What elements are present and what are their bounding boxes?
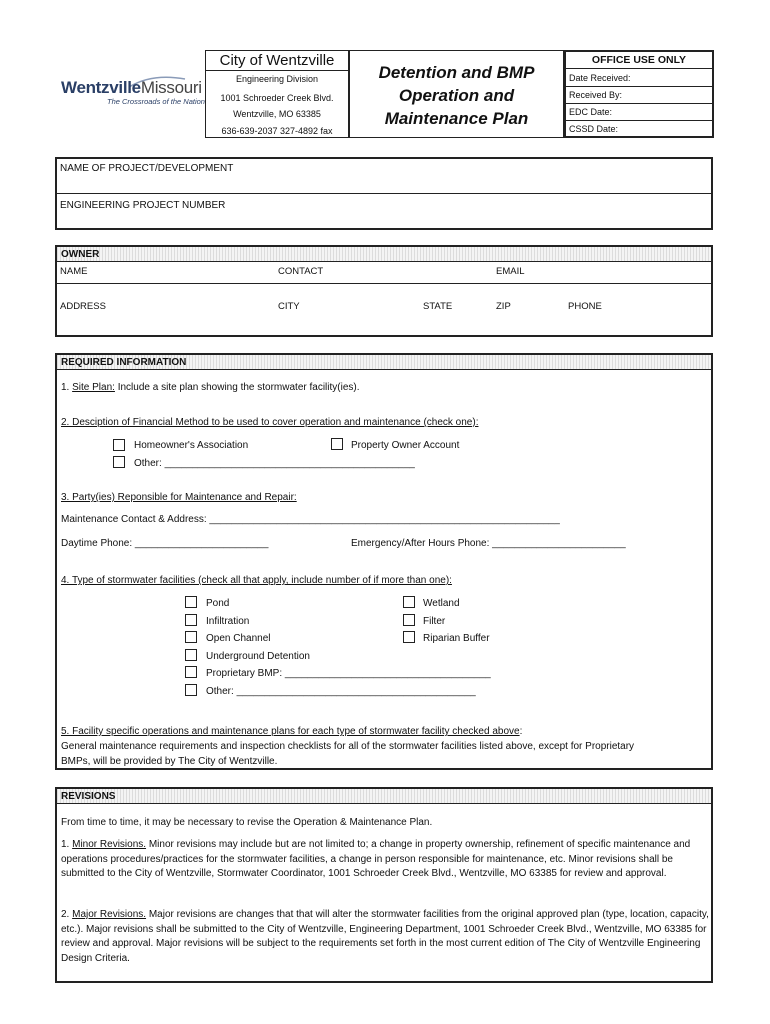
underground-detention-checkbox[interactable] (185, 649, 197, 661)
divider (57, 193, 711, 194)
filter-label: Filter (423, 616, 446, 627)
citystate-text: Wentzville, MO 63385 (233, 109, 321, 119)
owner-section (55, 245, 713, 337)
plan-title-box (349, 50, 564, 138)
revisions-section (55, 787, 713, 983)
revisions-intro: From time to time, it may be necessary to revise the Operation & Maintenance Plan. (61, 817, 433, 828)
other-method-field[interactable]: Other: _____________________________________________ (134, 458, 415, 469)
maintenance-contact-field[interactable]: Maintenance Contact & Address: _______________________________________________________________ (61, 514, 560, 525)
major-revisions-paragraph: 2. Major Revisions. Major revisions are changes that that will alter the stormwater facilities from the original approved plan (type, location, capacity, etc.). Major revisions shall be submitted to the City of Wentzville, Engineering Department, 1001 Schroeder Creek Blvd., Wentzville, MO 63385 for review and approval. Major revisions will be subject to the requirements set forth in the most current edition of The City of Wentzville Engineering Design Criteria. (61, 909, 709, 964)
proprietary-bmp-checkbox[interactable] (185, 666, 197, 678)
riparian-buffer-label: Riparian Buffer (423, 633, 490, 644)
logo-wordmark: WentzvilleMissouri (61, 78, 202, 97)
open-channel-checkbox[interactable] (185, 631, 197, 643)
pond-label: Pond (206, 598, 230, 609)
hoa-checkbox[interactable] (113, 439, 125, 451)
required-info-section (55, 353, 713, 770)
minor-revisions-paragraph: 1. Minor Revisions. Minor revisions may include but are not limited to; a change in property ownership, refinement of specific maintenance and operations procedures/practices for the stormwater facilities, a change in person responsible for maintenance, etc. Minor revisions shall be submitted to the City of Wentzville, Stormwater Coordinator, 1001 Schroeder Creek Blvd., Wentzville, MO 63385 for review and approval. (61, 839, 691, 879)
item3-responsible-parties: 3. Party(ies) Reponsible for Maintenance and Repair: (61, 492, 297, 503)
city-logo (55, 50, 205, 138)
office-use-heading: OFFICE USE ONLY (566, 52, 712, 69)
city-info-box (205, 50, 349, 138)
division-text: Engineering Division (235, 74, 319, 84)
hoa-label: Homeowner's Association (134, 440, 249, 451)
owner-name-field[interactable]: NAME (60, 266, 88, 277)
office-use-box (564, 50, 714, 138)
project-number-field[interactable]: ENGINEERING PROJECT NUMBER (60, 200, 226, 211)
filter-checkbox[interactable] (403, 614, 415, 626)
other-method-checkbox[interactable] (113, 456, 125, 468)
owner-contact-field[interactable]: CONTACT (278, 266, 324, 277)
cssd-date-field[interactable]: CSSD Date: (569, 124, 619, 134)
wetland-label: Wetland (423, 598, 460, 609)
edc-date-field[interactable]: EDC Date: (566, 104, 712, 121)
other-facility-field[interactable]: Other: ___________________________________________ (206, 686, 476, 697)
poa-label: Property Owner Account (351, 440, 460, 451)
plan-title-line3: Maintenance Plan (384, 109, 529, 128)
infiltration-label: Infiltration (206, 616, 250, 627)
owner-city-field[interactable]: CITY (278, 301, 300, 312)
plan-title-line1: Detention and BMP (378, 63, 535, 82)
item5-line3: BMPs, will be provided by The City of Wentzville. (61, 756, 278, 767)
pond-checkbox[interactable] (185, 596, 197, 608)
owner-phone-field[interactable]: PHONE (568, 301, 602, 312)
open-channel-label: Open Channel (206, 633, 271, 644)
divider (57, 283, 711, 284)
received-by-field[interactable]: Received By: (566, 87, 712, 104)
owner-state-field[interactable]: STATE (423, 301, 453, 312)
plan-title-line2: Operation and (398, 86, 515, 105)
owner-email-field[interactable]: EMAIL (496, 266, 525, 277)
item5-line2: General maintenance requirements and inspection checklists for all of the stormwater facilities listed above, except for Proprietary (61, 741, 635, 752)
item5-maintenance-plans: 5. Facility specific operations and maintenance plans for each type of stormwater facility checked above: (61, 726, 523, 737)
item4-facility-types: 4. Type of stormwater facilities (check all that apply, include number of if more than one): (61, 575, 452, 586)
city-title: City of Wentzville (206, 51, 348, 71)
riparian-buffer-checkbox[interactable] (403, 631, 415, 643)
project-name-field[interactable]: NAME OF PROJECT/DEVELOPMENT (60, 163, 234, 174)
item1-site-plan: 1. Site Plan: Include a site plan showing the stormwater facility(ies). (61, 382, 360, 393)
logo-tagline: The Crossroads of the Nation (107, 97, 205, 106)
owner-address-field[interactable]: ADDRESS (60, 301, 106, 312)
date-received-field[interactable]: Date Received: (566, 70, 712, 87)
owner-heading: OWNER (57, 247, 711, 262)
street-text: 1001 Schroeder Creek Blvd. (220, 93, 334, 103)
wetland-checkbox[interactable] (403, 596, 415, 608)
underground-detention-label: Underground Detention (206, 651, 310, 662)
project-box (55, 157, 713, 230)
other-facility-checkbox[interactable] (185, 684, 197, 696)
infiltration-checkbox[interactable] (185, 614, 197, 626)
poa-checkbox[interactable] (331, 438, 343, 450)
phone-text: 636-639-2037 327-4892 fax (221, 126, 333, 136)
daytime-phone-field[interactable]: Daytime Phone: ________________________ (61, 538, 269, 549)
required-heading: REQUIRED INFORMATION (57, 355, 711, 370)
proprietary-bmp-field[interactable]: Proprietary BMP: _____________________________________ (206, 668, 491, 679)
revisions-heading: REVISIONS (57, 789, 711, 804)
owner-zip-field[interactable]: ZIP (496, 301, 511, 312)
item2-financial-method: 2. Desciption of Financial Method to be used to cover operation and maintenance (check one): (61, 417, 479, 428)
emergency-phone-field[interactable]: Emergency/After Hours Phone: ________________________ (351, 538, 626, 549)
